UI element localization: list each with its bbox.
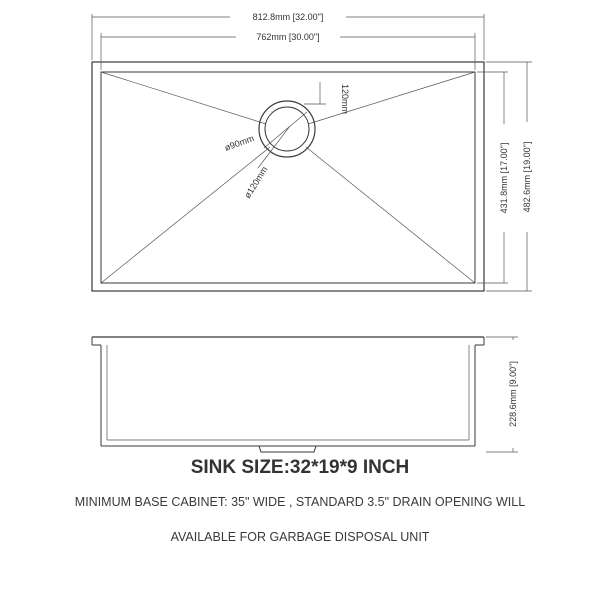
slope-line bbox=[306, 147, 475, 283]
outer-width-label: 812.8mm [32.00"] bbox=[252, 12, 324, 22]
drain-outer-dia-label: ø120mm bbox=[242, 164, 270, 201]
outer-rim bbox=[92, 62, 484, 291]
cabinet-note-line-1: MINIMUM BASE CABINET: 35" WIDE , STANDARD 3.5" DRAIN OPENING WILL bbox=[74, 495, 526, 509]
slope-line bbox=[308, 72, 475, 124]
inner-height-label: 431.8mm [17.00"] bbox=[499, 142, 509, 214]
drain-inner-dia-label: ø90mm bbox=[223, 133, 256, 153]
sink-size-title: SINK SIZE:32*19*9 INCH bbox=[190, 457, 410, 478]
depth-label: 228.6mm [9.00"] bbox=[508, 361, 518, 427]
inner-basin bbox=[101, 72, 475, 283]
top-view bbox=[92, 12, 532, 291]
outer-height-label: 482.6mm [19.00"] bbox=[522, 141, 532, 213]
side-view bbox=[92, 337, 518, 452]
inner-width-label: 762mm [30.00"] bbox=[256, 32, 320, 42]
slope-line bbox=[101, 147, 270, 283]
slope-line bbox=[101, 72, 266, 124]
drain-outlet bbox=[259, 446, 316, 452]
drain-offset-label: 120mm bbox=[340, 84, 350, 115]
cabinet-note-line-2: AVAILABLE FOR GARBAGE DISPOSAL UNIT bbox=[170, 530, 430, 544]
